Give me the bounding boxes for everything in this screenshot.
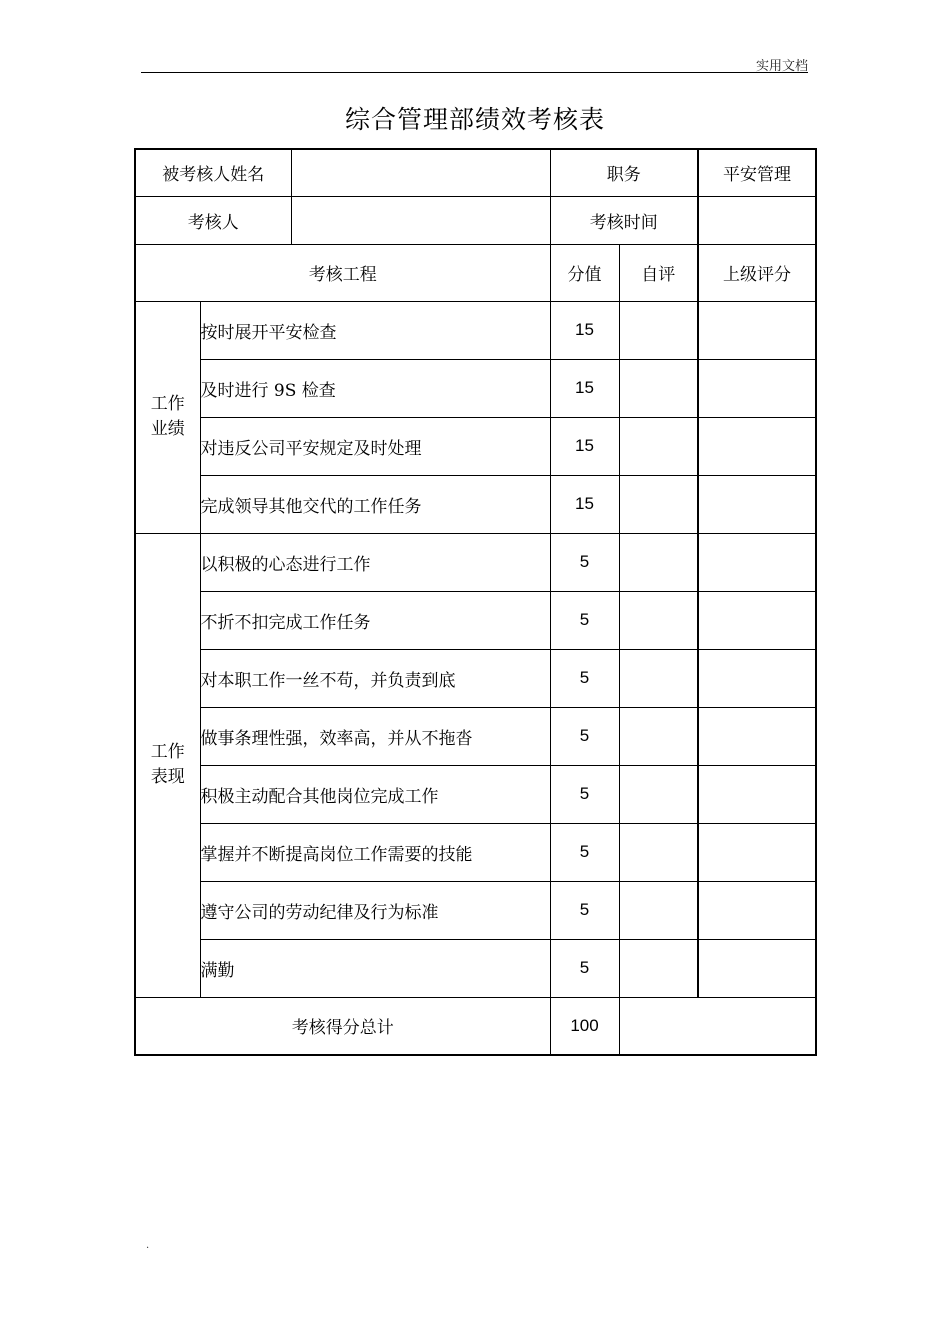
superior-score-field[interactable]: [698, 707, 816, 765]
item-score: 5: [550, 707, 619, 765]
self-score-field[interactable]: [619, 707, 698, 765]
assessment-table: [134, 148, 817, 1056]
table-row: [135, 939, 816, 997]
self-score-field[interactable]: [619, 533, 698, 591]
item-name: 积极主动配合其他岗位完成工作: [200, 765, 550, 823]
item-name: 满勤: [200, 939, 550, 997]
item-name: 完成领导其他交代的工作任务: [200, 475, 550, 533]
total-row: [135, 997, 816, 1055]
col-header-item: 考核工程: [135, 244, 550, 301]
category-performance: [135, 301, 200, 533]
category-conduct: [135, 533, 200, 997]
time-label: 考核时间: [550, 196, 698, 244]
category-label-line1: 工作: [150, 394, 185, 414]
category-label-line2: 业绩: [150, 419, 185, 439]
total-score: 100: [550, 997, 619, 1055]
item-name: 遵守公司的劳动纪律及行为标准: [200, 881, 550, 939]
table-row: [135, 196, 816, 244]
self-score-field[interactable]: [619, 881, 698, 939]
item-name: 掌握并不断提高岗位工作需要的技能: [200, 823, 550, 881]
superior-score-field[interactable]: [698, 765, 816, 823]
item-score: 5: [550, 765, 619, 823]
table-row: [135, 881, 816, 939]
name-field[interactable]: [291, 149, 550, 196]
self-score-field[interactable]: [619, 765, 698, 823]
total-result-field[interactable]: [619, 997, 816, 1055]
item-score: 5: [550, 881, 619, 939]
table-row: [135, 765, 816, 823]
superior-score-field[interactable]: [698, 649, 816, 707]
item-name: 做事条理性强，效率高，并从不拖沓: [200, 707, 550, 765]
superior-score-field[interactable]: [698, 591, 816, 649]
self-score-field[interactable]: [619, 591, 698, 649]
superior-score-field[interactable]: [698, 823, 816, 881]
header-rule: [141, 72, 808, 73]
total-label: 考核得分总计: [135, 997, 550, 1055]
self-score-field[interactable]: [619, 939, 698, 997]
item-score: 15: [550, 417, 619, 475]
superior-score-field[interactable]: [698, 939, 816, 997]
self-score-field[interactable]: [619, 359, 698, 417]
assessor-label: 考核人: [135, 196, 291, 244]
item-score: 5: [550, 649, 619, 707]
footer-mark: .: [146, 1240, 150, 1251]
table-row: [135, 359, 816, 417]
superior-score-field[interactable]: [698, 475, 816, 533]
table-row: [135, 533, 816, 591]
category-label-line2: 表现: [150, 767, 185, 787]
table-row: [135, 649, 816, 707]
table-header-row: [135, 244, 816, 301]
item-score: 5: [550, 591, 619, 649]
item-name: 以积极的心态进行工作: [200, 533, 550, 591]
item-name: 对本职工作一丝不苟，并负责到底: [200, 649, 550, 707]
table-row: [135, 823, 816, 881]
table-row: [135, 707, 816, 765]
item-score: 15: [550, 475, 619, 533]
col-header-self: 自评: [619, 244, 698, 301]
position-value[interactable]: 平安管理: [698, 149, 816, 196]
item-name: 按时展开平安检查: [200, 301, 550, 359]
table-row: [135, 149, 816, 196]
superior-score-field[interactable]: [698, 359, 816, 417]
item-score: 15: [550, 359, 619, 417]
self-score-field[interactable]: [619, 301, 698, 359]
item-name: 不折不扣完成工作任务: [200, 591, 550, 649]
superior-score-field[interactable]: [698, 881, 816, 939]
item-name: 对违反公司平安规定及时处理: [200, 417, 550, 475]
table-row: [135, 301, 816, 359]
table-row: [135, 591, 816, 649]
item-name: 及时进行 9S 检查: [200, 359, 550, 417]
self-score-field[interactable]: [619, 475, 698, 533]
superior-score-field[interactable]: [698, 301, 816, 359]
self-score-field[interactable]: [619, 823, 698, 881]
table-row: [135, 417, 816, 475]
time-field[interactable]: [698, 196, 816, 244]
item-score: 15: [550, 301, 619, 359]
position-label: 职务: [550, 149, 698, 196]
col-header-superior: 上级评分: [698, 244, 816, 301]
page-title: 综合管理部绩效考核表: [344, 105, 605, 134]
item-score: 5: [550, 533, 619, 591]
category-label-line1: 工作: [150, 742, 185, 762]
superior-score-field[interactable]: [698, 533, 816, 591]
superior-score-field[interactable]: [698, 417, 816, 475]
assessor-field[interactable]: [291, 196, 550, 244]
item-score: 5: [550, 823, 619, 881]
item-score: 5: [550, 939, 619, 997]
table-row: [135, 475, 816, 533]
self-score-field[interactable]: [619, 417, 698, 475]
self-score-field[interactable]: [619, 649, 698, 707]
header-text: 实用文档: [755, 59, 808, 74]
name-label: 被考核人姓名: [135, 149, 291, 196]
col-header-score: 分值: [550, 244, 619, 301]
